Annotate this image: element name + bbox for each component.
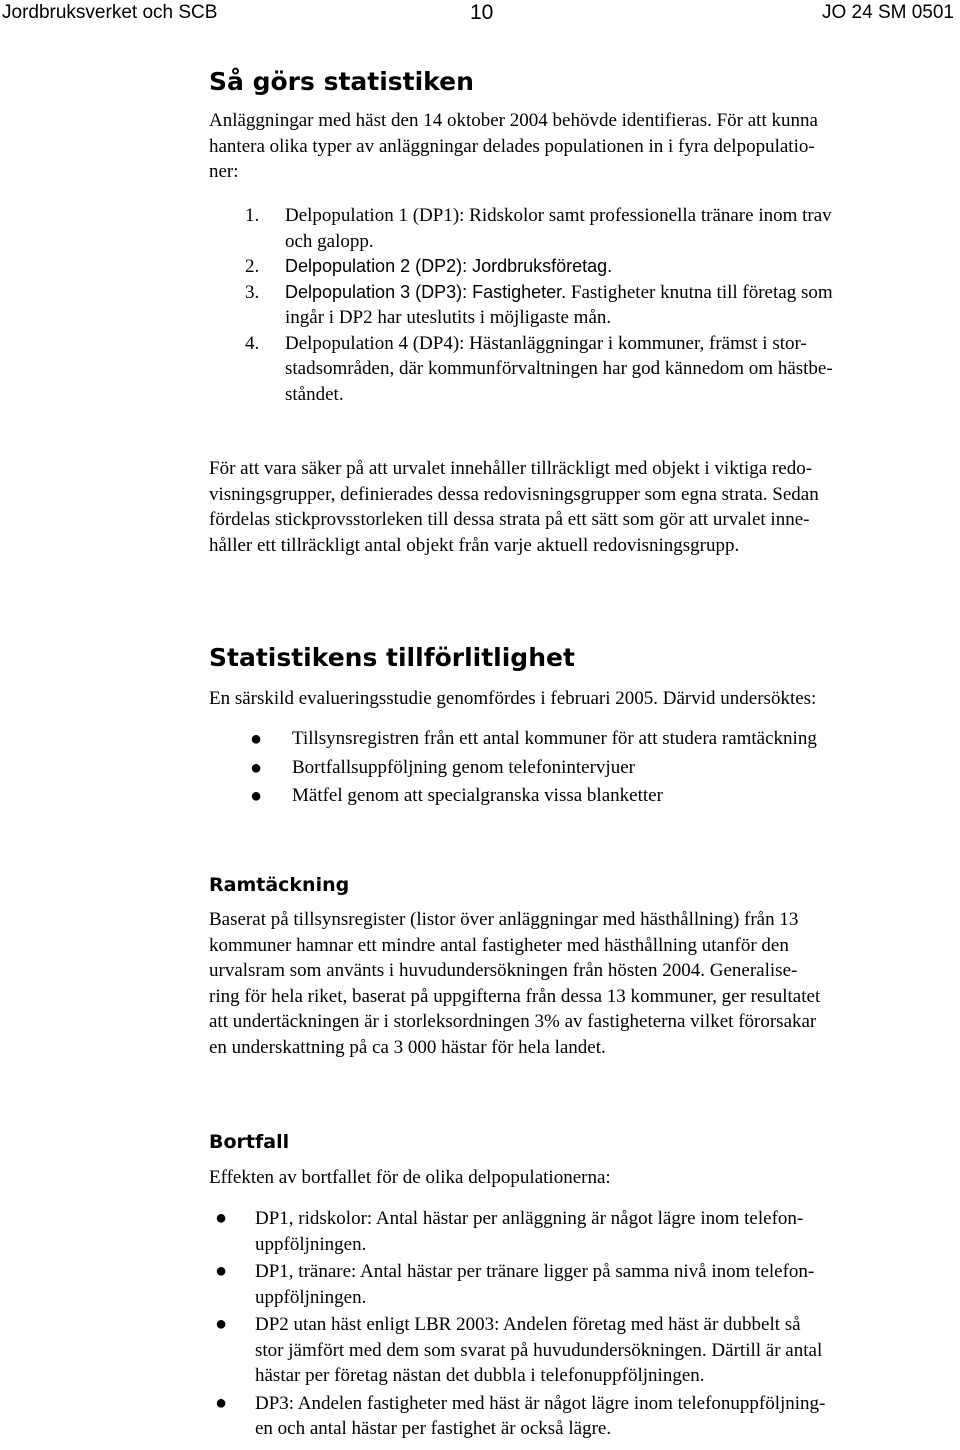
list-item — [250, 754, 817, 783]
text-line: fördelas stickprovsstorleken till dessa strata på ett sätt som gör att urvalet inne- — [209, 509, 810, 530]
bullet-icon: ● — [215, 1207, 228, 1229]
text-line: Delpopulation 2 (DP2): Jordbruksföretag. — [285, 256, 613, 276]
text-line: Tillsynsregistren från ett antal kommuner för att studera ramtäckning — [292, 728, 817, 749]
bortfall-bullet-list — [215, 1206, 825, 1444]
text-line: Delpopulation 4 (DP4): Hästanläggningar i kommuner, främst i stor- — [285, 332, 807, 354]
list-item — [215, 1391, 825, 1442]
intro-paragraph — [209, 108, 957, 185]
text-line: ståndet. — [285, 383, 344, 405]
text-line: För att vara säker på att urvalet innehåller tillräckligt med objekt i viktiga redo- — [209, 458, 813, 479]
text-line: visningsgrupper, definierades dessa redovisningsgrupper som egna strata. Sedan — [209, 483, 819, 505]
text-line: Bortfallsuppföljning genom telefonintervjuer — [292, 756, 635, 778]
strata-paragraph — [209, 456, 957, 558]
section-title-sa-gors-statistiken: Så görs statistiken — [209, 67, 474, 96]
list-item — [215, 1206, 825, 1257]
ramtackning-paragraph — [209, 907, 957, 1060]
list-item — [245, 280, 960, 331]
list-number: 4. — [245, 332, 260, 354]
text-line: uppföljningen. — [255, 1233, 367, 1255]
text-line: ner: — [209, 161, 239, 182]
list-number: 1. — [245, 205, 260, 226]
bullet-icon: ● — [250, 756, 263, 779]
running-header-left: Jordbruksverket och SCB — [2, 2, 218, 23]
bullet-icon: ● — [215, 1313, 228, 1335]
text-line: håller ett tillräckligt antal objekt från varje aktuell redovisningsgrupp. — [209, 534, 740, 556]
text-line: att undertäckningen är i storleksordningen 3% av fastigheterna vilket förorsakar — [209, 1011, 817, 1032]
text-line: DP2 utan häst enligt LBR 2003: Andelen företag med häst är dubbelt så — [255, 1314, 801, 1335]
list-item — [245, 203, 960, 254]
evaluation-bullet-list — [250, 725, 817, 811]
evaluation-intro: En särskild evalueringsstudie genomfördes i februari 2005. Därvid undersöktes: — [209, 688, 817, 709]
text-line: uppföljningen. — [255, 1286, 367, 1308]
list-item — [245, 331, 960, 408]
text-line: stadsområden, där kommunförvaltningen har god kännedom om hästbe- — [285, 358, 833, 379]
text-line: ring för hela riket, baserat på uppgifterna från dessa 13 kommuner, ger resultatet — [209, 985, 821, 1007]
subsection-title-ramtackning: Ramtäckning — [209, 874, 350, 896]
list-item — [250, 725, 817, 754]
bullet-icon: ● — [215, 1391, 228, 1414]
bullet-icon: ● — [250, 728, 263, 750]
text-line: hantera olika typer av anläggningar delades populationen in i fyra delpopulatio- — [209, 135, 815, 157]
bullet-icon: ● — [250, 785, 263, 807]
text-line: DP3: Andelen fastigheter med häst är något lägre inom telefonuppföljning- — [255, 1392, 826, 1414]
text-line: kommuner hamnar ett mindre antal fastigheter med hästhållning utanför den — [209, 934, 789, 956]
page-number: 10 — [470, 1, 494, 24]
list-number: 2. — [245, 256, 260, 277]
section-title-tillforlitlighet: Statistikens tillförlitlighet — [209, 643, 575, 672]
text-line: Mätfel genom att specialgranska vissa blanketter — [292, 785, 663, 806]
text-line: DP1, tränare: Antal hästar per tränare ligger på samma nivå inom telefon- — [255, 1261, 815, 1282]
text-line: och galopp. — [285, 230, 374, 252]
list-item — [245, 254, 960, 280]
text-line: en underskattning på ca 3 000 hästar för hela landet. — [209, 1036, 606, 1058]
bortfall-intro: Effekten av bortfallet för de olika delpopulationerna: — [209, 1167, 611, 1188]
list-number: 3. — [245, 281, 260, 303]
delpopulation-list — [245, 203, 960, 407]
text-line: DP1, ridskolor: Antal hästar per anläggning är något lägre inom telefon- — [255, 1208, 804, 1229]
text-line: ingår i DP2 har uteslutits i möjligaste mån. — [285, 307, 612, 328]
text-line: urvalsram som använts i huvudundersökningen från hösten 2004. Generalise- — [209, 960, 798, 981]
text-line: Baserat på tillsynsregister (listor över anläggningar med hästhållning) från 13 — [209, 909, 799, 930]
running-header-right: JO 24 SM 0501 — [821, 2, 954, 23]
text-line: stor jämfört med dem som svarat på huvudundersökningen. Därtill är antal — [255, 1339, 823, 1361]
text-line: hästar per företag nästan det dubbla i telefonuppföljningen. — [255, 1365, 705, 1386]
list-item — [250, 782, 817, 811]
bullet-icon: ● — [215, 1260, 228, 1282]
text-segment: Fastigheter knutna till företag som — [566, 281, 833, 303]
text-line: en och antal hästar per fastighet är också lägre. — [255, 1418, 612, 1439]
list-item — [215, 1312, 825, 1389]
subsection-title-bortfall: Bortfall — [209, 1131, 290, 1153]
text-segment: Delpopulation 3 (DP3): Fastigheter. — [285, 281, 567, 302]
list-item — [215, 1259, 825, 1310]
text-line: Delpopulation 1 (DP1): Ridskolor samt professionella tränare inom trav — [285, 205, 832, 226]
text-line: Anläggningar med häst den 14 oktober 2004 behövde identifieras. För att kunna — [209, 110, 818, 131]
